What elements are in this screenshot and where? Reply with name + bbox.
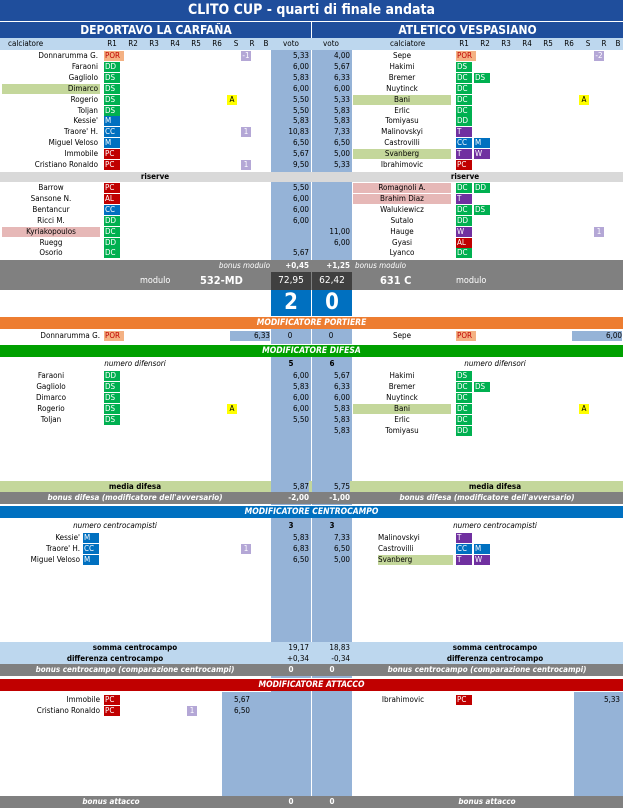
cc-home-role-cc: CC [83, 544, 99, 554]
away-reserve-vote [312, 183, 350, 193]
cc-home-vote: 5,83 [292, 533, 309, 542]
reserves-header [0, 172, 623, 182]
away-player-role-dd: DD [456, 116, 472, 126]
home-reserve-vote: 6,00 [292, 215, 309, 225]
away-player-role-dc: DC [456, 106, 472, 116]
header-col-r: R [249, 39, 255, 48]
away-player-vote: 4,00 [333, 51, 350, 60]
attacco-bonus-home: 0 [288, 797, 294, 806]
difesa-away-vote: 6,00 [333, 392, 350, 402]
away-reserve-name[interactable]: Hauge [390, 226, 414, 236]
cc-home-name: Kessie' [55, 533, 80, 542]
modulo-home: 532-MD [200, 274, 243, 287]
cc-home-name: Miguel Veloso [30, 554, 80, 564]
away-reserve-vote [312, 205, 350, 215]
portiere-section-title: MODIFICATORE PORTIERE [256, 318, 367, 328]
away-player-role-por: POR [456, 51, 476, 61]
difesa-away-vote: 5,83 [333, 403, 350, 413]
reserves-label-away: riserve [450, 172, 480, 181]
away-reserve-vote [312, 194, 350, 204]
away-reserve-role-dd: DD [474, 183, 490, 193]
away-player-role-m: M [474, 138, 490, 148]
difesa-away-name: Bani [353, 404, 451, 414]
portiere-away-role: POR [456, 331, 476, 341]
difesa-num-home: 5 [288, 359, 294, 368]
portiere-away-mod: 0 [328, 331, 334, 340]
home-reserve-name[interactable]: Osorio [39, 248, 63, 258]
header-col-away-r5: R5 [543, 39, 553, 48]
home-player-name[interactable]: Faraoni [71, 61, 98, 71]
home-player-role-cc: CC [104, 127, 120, 137]
cc-away-role-w: W [474, 555, 490, 565]
difesa-bonus-away: -1,00 [329, 493, 350, 502]
home-player-vote: 5,67 [292, 149, 309, 159]
away-player-vote: 7,33 [333, 127, 350, 137]
difesa-away-role-dc: DC [456, 382, 472, 392]
attacco-home-bonus: 1 [187, 706, 197, 716]
home-player-name[interactable]: Toljan [77, 105, 98, 115]
away-player-name[interactable]: Tomiyasu [385, 116, 419, 126]
cc-bonus-label-home: bonus centrocampo (comparazione centrocampi) [35, 665, 235, 674]
away-player-vote: 6,50 [333, 138, 350, 148]
difesa-away-role-dc: DC [456, 415, 472, 425]
home-player-name[interactable]: Miguel Veloso [48, 138, 98, 148]
attacco-away-name: Ibrahimovic [381, 695, 425, 704]
away-player-name[interactable]: Sepe [393, 51, 411, 60]
home-reserve-role-al: AL [104, 194, 120, 204]
away-reserve-role-al: AL [456, 238, 472, 248]
home-reserve-role-dd: DD [104, 216, 120, 226]
away-player-name[interactable]: Nuytinck [386, 83, 418, 93]
away-player-vote: 5,00 [333, 149, 350, 159]
difesa-away-role-dc: DC [456, 404, 472, 414]
difesa-home-name: Rogerio [37, 403, 65, 413]
away-player-vote: 5,83 [333, 116, 350, 126]
difesa-home-name: Toljan [40, 414, 62, 424]
attacco-away-role-pc: PC [456, 695, 472, 705]
cc-home-vote: 6,83 [292, 543, 309, 553]
difesa-away-role-dd: DD [456, 426, 472, 436]
home-player-vote: 6,50 [292, 138, 309, 148]
difesa-home-name: Faraoni [37, 371, 65, 380]
difesa-home-bonus: A [227, 404, 237, 414]
header-col-away-r2: R2 [480, 39, 490, 48]
header-player-label: calciatore [8, 39, 44, 48]
difesa-away-name: Bremer [388, 381, 416, 391]
home-reserve-role-dc: DC [104, 248, 120, 258]
difesa-section-title: MODIFICATORE DIFESA [262, 346, 361, 356]
portiere-home-mod: 0 [287, 331, 293, 340]
bonus-modulo-label-home: bonus modulo [218, 261, 270, 270]
cc-home-role-m: M [83, 533, 99, 543]
away-player-role-dc: DC [456, 73, 472, 83]
attacco-section-title: MODIFICATORE ATTACCO [258, 680, 365, 690]
home-reserve-vote: 5,50 [292, 183, 309, 192]
home-reserve-vote: 5,67 [292, 248, 309, 258]
home-player-vote: 5,33 [292, 51, 309, 60]
home-player-role-ds: DS [104, 95, 120, 105]
away-reserve-role-t: T [456, 194, 472, 204]
home-reserve-vote [271, 238, 309, 248]
away-reserve-name[interactable]: Romagnoli A. [353, 183, 451, 193]
portiere-away-name: Sepe [393, 331, 411, 340]
difesa-away-vote: 5,83 [333, 425, 350, 435]
total-away: 62,42 [312, 272, 352, 290]
cc-home-name: Traore' H. [45, 543, 80, 553]
attacco-away-vote: 5,33 [603, 695, 620, 704]
away-reserve-role-dc: DC [456, 248, 472, 258]
portiere-home-role: POR [104, 331, 124, 341]
header-col-r5: R5 [191, 39, 201, 48]
away-player-bonus: -2 [595, 51, 603, 60]
header-col-s: S [233, 39, 239, 48]
cc-away-vote: 5,00 [333, 554, 350, 564]
difesa-home-name: Gagliolo [36, 381, 66, 391]
header-col-r3: R3 [149, 39, 159, 48]
cc-num-label-away: numero centrocampisti [453, 521, 537, 530]
home-player-vote: 5,50 [292, 105, 309, 115]
difesa-home-vote: 6,00 [292, 371, 309, 380]
away-player-name[interactable]: Castrovilli [384, 138, 420, 148]
away-reserve-role-dc: DC [456, 183, 472, 193]
away-player-role-t: T [456, 127, 472, 137]
difesa-away-role-ds: DS [456, 371, 472, 381]
header-col-away-r1: R1 [459, 39, 469, 48]
away-player-role-ds: DS [456, 62, 472, 72]
home-player-vote: 9,50 [292, 160, 309, 169]
home-player-role-m: M [104, 116, 120, 126]
cc-num-label-home: numero centrocampisti [73, 521, 157, 530]
away-player-vote: 5,67 [333, 61, 350, 71]
home-player-role-por: POR [104, 51, 124, 61]
home-player-bonus: A [227, 95, 237, 105]
difesa-home-vote: 6,00 [292, 403, 309, 413]
bonus-modulo-away: +1,25 [326, 261, 350, 270]
difesa-bonus-label-away: bonus difesa (modificatore dell'avversario) [399, 493, 575, 502]
cc-somma-label-away: somma centrocampo [452, 643, 538, 652]
modulo-away: 631 C [380, 274, 412, 287]
cc-away-role-t: T [456, 555, 472, 565]
cc-home-bonus: 1 [241, 544, 251, 554]
cc-away-role-m: M [474, 544, 490, 554]
home-reserve-vote: 6,00 [292, 204, 309, 214]
attacco-home-role-pc: PC [104, 695, 120, 705]
difesa-home-role-ds: DS [104, 404, 120, 414]
attacco-bonus-label-away: bonus attacco [458, 797, 516, 806]
home-player-vote: 5,83 [292, 116, 309, 126]
title-bar [0, 0, 623, 21]
modulo-label-away: modulo [456, 276, 487, 286]
difesa-home-vote: 5,50 [292, 414, 309, 424]
away-player-name[interactable]: Bani [353, 95, 451, 105]
home-player-vote: 5,50 [292, 94, 309, 104]
home-player-role-ds: DS [104, 73, 120, 83]
attacco-home-vote: 5,67 [233, 695, 251, 704]
away-reserve-vote [312, 216, 350, 226]
home-player-role-m: M [104, 138, 120, 148]
attacco-home-name: Cristiano Ronaldo [36, 705, 100, 715]
team-names-bar [0, 21, 623, 38]
bonus-modulo-label-away: bonus modulo [355, 261, 407, 270]
difesa-home-vote: 6,00 [292, 392, 309, 402]
header-col-away-b: B [615, 39, 621, 48]
home-player-vote: 6,00 [292, 61, 309, 71]
attacco-away-vote-col [574, 692, 623, 796]
home-player-role-ds: DS [104, 84, 120, 94]
away-player-vote: 5,33 [333, 94, 350, 104]
away-reserve-name[interactable]: Lyanco [389, 248, 415, 258]
home-reserve-name[interactable]: Ricci M. [37, 215, 65, 225]
away-reserve-role-dc: DC [456, 205, 472, 215]
home-player-role-pc: PC [104, 149, 120, 159]
away-player-name[interactable]: Ibrahimovic [380, 160, 424, 169]
difesa-away-role-ds: DS [474, 382, 490, 392]
difesa-away-name: Tomiyasu [385, 425, 419, 435]
difesa-away-name: Erlic [394, 414, 410, 424]
home-player-bonus: -1 [242, 51, 250, 60]
away-reserve-name[interactable]: Gyasi [392, 237, 412, 247]
portiere-home-name: Donnarumma G. [40, 331, 100, 340]
home-reserve-name[interactable]: Bentancur [32, 204, 70, 214]
home-reserve-name[interactable]: Kyriakopoulos [2, 227, 100, 237]
home-reserve-vote: 6,00 [292, 193, 309, 203]
home-player-vote: 6,00 [292, 83, 309, 93]
cc-bonus-away: 0 [329, 665, 335, 674]
away-player-vote: 6,33 [333, 72, 350, 82]
cc-home-role-m: M [83, 555, 99, 565]
difesa-media-label-away: media difesa [468, 482, 522, 491]
home-player-name[interactable]: Traore' H. [63, 127, 98, 137]
away-reserve-vote: 6,00 [333, 237, 350, 247]
difesa-home-role-ds: DS [104, 415, 120, 425]
cc-away-vote: 7,33 [333, 533, 350, 542]
difesa-home-role-ds: DS [104, 393, 120, 403]
away-player-role-dc: DC [456, 95, 472, 105]
away-player-role-dc: DC [456, 84, 472, 94]
home-player-bonus: 1 [241, 160, 251, 170]
home-player-name[interactable]: Cristiano Ronaldo [34, 160, 98, 169]
attacco-bonus-away: 0 [329, 797, 335, 806]
header-col-r6: R6 [212, 39, 222, 48]
away-player-name[interactable]: Malinovskyi [381, 127, 423, 137]
header-vote-away: voto [323, 39, 339, 48]
header-col-away-r: R [601, 39, 607, 48]
home-reserve-name[interactable]: Ruegg [39, 237, 63, 247]
header-vote-home: voto [283, 39, 299, 48]
away-reserve-role-dd: DD [456, 216, 472, 226]
away-player-vote: 6,00 [333, 83, 350, 93]
cc-somma-home: 19,17 [288, 643, 309, 652]
portiere-home-val: 6,33 [230, 331, 270, 341]
away-reserve-name[interactable]: Brahim Diaz [353, 194, 451, 204]
cc-away-name: Svanberg [378, 555, 453, 565]
attacco-bonus-label-home: bonus attacco [82, 797, 140, 806]
home-reserve-role-dd: DD [104, 238, 120, 248]
cc-away-role-t: T [456, 533, 472, 543]
home-reserve-role-cc: CC [104, 205, 120, 215]
away-player-name[interactable]: Svanberg [353, 149, 451, 159]
away-player-vote: 5,33 [333, 160, 350, 169]
home-player-name[interactable]: Dimarco [2, 84, 100, 94]
difesa-num-away: 6 [329, 359, 335, 368]
home-player-vote: 10,83 [288, 127, 309, 137]
home-player-vote: 5,83 [292, 72, 309, 82]
away-player-role-pc: PC [456, 160, 472, 170]
portiere-away-val: 6,00 [572, 331, 622, 341]
attacco-home-name: Immobile [66, 695, 100, 704]
difesa-away-name: Nuytinck [386, 392, 418, 402]
difesa-bonus-home: -2,00 [288, 493, 309, 502]
header-col-r2: R2 [128, 39, 138, 48]
cc-diff-home: +0,34 [286, 654, 309, 663]
home-player-bonus: 1 [241, 127, 251, 137]
cc-away-name: Malinovskyi [378, 533, 420, 542]
cc-diff-label-away: differenza centrocampo [446, 654, 544, 663]
header-col-r1: R1 [107, 39, 117, 48]
attacco-home-role-pc: PC [104, 706, 120, 716]
home-reserve-role-pc: PC [104, 183, 120, 193]
score-home: 2 [271, 290, 311, 316]
away-player-role-t: T [456, 149, 472, 159]
bonus-modulo-home: +0,45 [285, 261, 309, 270]
away-reserve-vote [312, 248, 350, 258]
difesa-bonus-label-home: bonus difesa (modificatore dell'avversario) [47, 493, 223, 502]
home-reserve-role-dc: DC [104, 227, 120, 237]
header-col-away-s: S [585, 39, 591, 48]
away-team-name: ATLETICO VESPASIANO [398, 23, 537, 37]
cc-num-away: 3 [329, 521, 335, 530]
difesa-media-away: 5,75 [312, 481, 350, 492]
header-col-away-r4: R4 [522, 39, 532, 48]
away-player-role-ds: DS [474, 73, 490, 83]
away-reserve-role-ds: DS [474, 205, 490, 215]
header-col-away-r3: R3 [501, 39, 511, 48]
header-col-b: B [263, 39, 269, 48]
home-player-role-dd: DD [104, 62, 120, 72]
difesa-media-label-home: media difesa [108, 482, 162, 491]
cc-home-vote: 6,50 [292, 554, 309, 564]
home-player-role-pc: PC [104, 160, 120, 170]
cc-bonus-label-away: bonus centrocampo (comparazione centrocampi) [387, 665, 587, 674]
modulo-label-home: modulo [140, 276, 171, 286]
difesa-away-vote: 5,83 [333, 414, 350, 424]
away-reserve-name[interactable]: Walukiewicz [380, 204, 424, 214]
away-reserve-name[interactable]: Sutalo [390, 215, 414, 225]
away-player-name[interactable]: Erlic [394, 105, 410, 115]
attacco-home-vote: 6,50 [233, 705, 251, 715]
header-col-away-r6: R6 [564, 39, 574, 48]
cc-away-vote: 6,50 [333, 543, 350, 553]
centrocampo-section-title: MODIFICATORE CENTROCAMPO [244, 507, 379, 517]
page-title: CLITO CUP - quarti di finale andata [188, 2, 435, 18]
cc-num-home: 3 [288, 521, 294, 530]
home-player-name[interactable]: Kessie' [73, 116, 98, 126]
difesa-media-home: 5,87 [271, 481, 309, 492]
home-player-name[interactable]: Gagliolo [68, 72, 98, 82]
cc-diff-away: -0,34 [331, 654, 350, 663]
header-player-label-away: calciatore [390, 39, 426, 48]
cc-diff-label-home: differenza centrocampo [66, 654, 164, 663]
away-player-bonus: A [579, 95, 589, 105]
home-player-name[interactable]: Immobile [64, 149, 98, 159]
reserves-label-home: riserve [140, 172, 170, 181]
home-player-name[interactable]: Donnarumma G. [38, 51, 98, 60]
away-player-role-cc: CC [456, 138, 472, 148]
home-player-role-ds: DS [104, 106, 120, 116]
cc-bonus-home: 0 [288, 665, 294, 674]
away-player-vote: 5,83 [333, 105, 350, 115]
difesa-away-bonus: A [579, 404, 589, 414]
header-col-r4: R4 [170, 39, 180, 48]
cc-somma-away: 18,83 [329, 643, 350, 652]
away-player-name[interactable]: Bremer [388, 72, 416, 82]
away-player-name[interactable]: Hakimi [389, 61, 415, 71]
difesa-home-name: Dimarco [35, 392, 67, 402]
cc-away-role-cc: CC [456, 544, 472, 554]
cc-somma-label-home: somma centrocampo [92, 643, 178, 652]
column-header-row [0, 38, 623, 50]
home-reserve-name[interactable]: Barrow [38, 183, 64, 192]
away-reserve-bonus: 1 [594, 227, 604, 237]
home-team-name: DEPORTAVO LA CARFAÑA [80, 23, 232, 37]
difesa-num-label-away: numero difensori [464, 359, 526, 368]
difesa-home-vote: 5,83 [292, 381, 309, 391]
difesa-away-vote: 5,67 [333, 371, 350, 380]
difesa-away-role-dc: DC [456, 393, 472, 403]
total-home: 72,95 [271, 272, 311, 290]
cc-away-name: Castrovilli [378, 543, 414, 553]
difesa-away-name: Hakimi [389, 371, 415, 380]
away-reserve-vote: 11,00 [329, 226, 350, 236]
difesa-away-vote: 6,33 [333, 381, 350, 391]
difesa-num-label-home: numero difensori [104, 359, 166, 368]
home-reserve-vote [271, 227, 309, 237]
difesa-home-role-ds: DS [104, 382, 120, 392]
home-reserve-name[interactable]: Sansone N. [30, 193, 72, 203]
away-reserve-role-w: W [456, 227, 472, 237]
difesa-home-role-dd: DD [104, 371, 120, 381]
home-player-name[interactable]: Rogerio [70, 94, 98, 104]
away-player-role-w: W [474, 149, 490, 159]
score-away: 0 [312, 290, 352, 316]
